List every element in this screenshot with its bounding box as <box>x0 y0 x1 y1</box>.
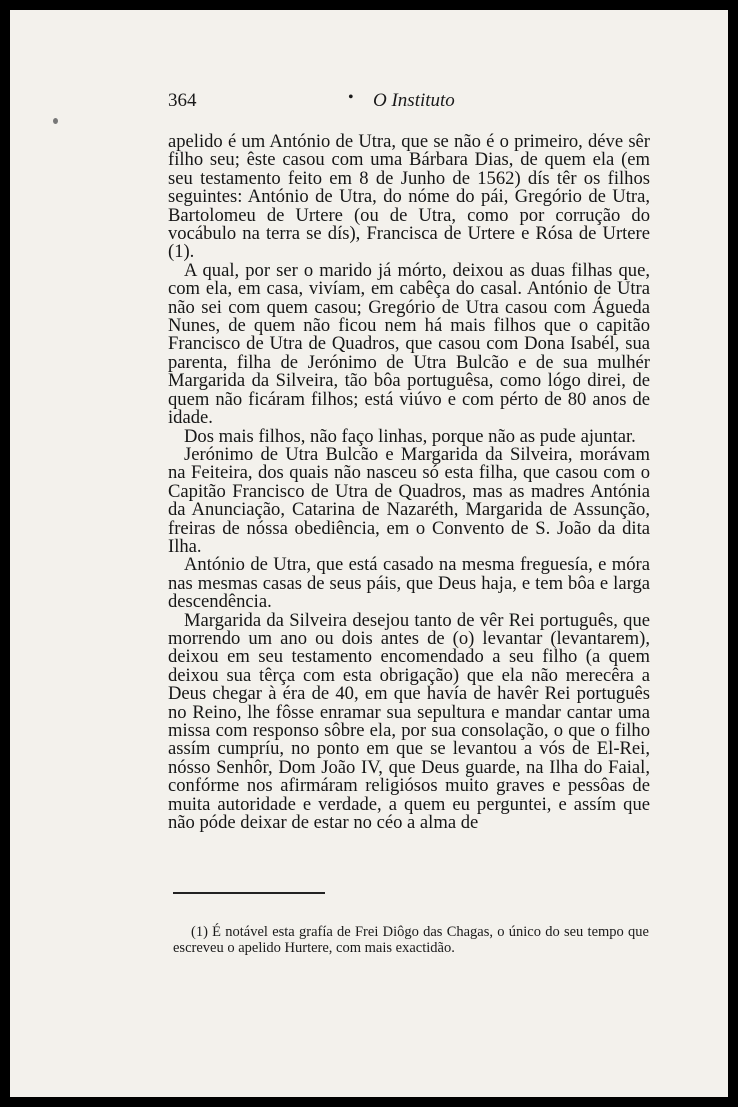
page-header <box>168 90 658 120</box>
ink-blot <box>53 118 58 124</box>
paragraph: A qual, por ser o marido já mórto, deixou as duas filhas que, com ela, em casa, vivíam, em cabêça do casal. António de Utra não sei com quem casou; Gregório de Utra casou com Águeda Nunes, de quem não ficou nem há mais filhos que o capitão Francisco de Utra de Quadros, que casou com Dona Isabél, sua parenta, filha de Jerónimo de Utra Bulcão e de sua mulhér Margarida da Silveira, tão bôa portuguêsa, como lógo direi, de quem não ficáram filhos; está viúvo e com pérto de 80 anos de idade. <box>168 259 650 429</box>
header-bullet: • <box>348 89 354 106</box>
paragraph: apelido é um António de Utra, que se não é o primeiro, déve sêr filho seu; êste casou com uma Bárbara Dias, de quem ela (em seu testamento feito em 8 de Junho de 1562) dís têr os filhos seguintes: António de Utra, do nóme do pái, Gregório de Utra, Bartolomeu de Urtere (ou de Utra, como por corrução do vocábulo na terra se dís), Francisca de Urtere e Rósa de Urtere (1). <box>168 131 650 263</box>
footnote-rule <box>173 892 325 894</box>
paragraph: António de Utra, que está casado na mesma freguesía, e móra nas mesmas casas de seus páis, que Deus haja, e tem bôa e larga descendência. <box>168 554 650 613</box>
paragraph: Dos mais filhos, não faço linhas, porque não as pude ajuntar. <box>184 425 636 447</box>
page-number: 364 <box>168 90 197 111</box>
body-text <box>168 133 650 832</box>
running-title: O Instituto <box>373 90 455 111</box>
footnote <box>173 924 649 956</box>
book-page <box>10 10 728 1097</box>
footnote-text: (1) É notável esta grafía de Frei Diôgo das Chagas, o único do seu tempo que escreveu o apelido Hurtere, com mais exactidão. <box>173 924 649 956</box>
paragraph: Jerónimo de Utra Bulcão e Margarida da Silveira, morávam na Feiteira, dos quais não nasceu só esta filha, que casou com o Capitão Francisco de Utra de Quadros, mas as madres Antónia da Anunciação, Catarina de Nazaréth, Margarida de Assunção, freiras de nóssa obediência, em o Convento de S. João da dita Ilha. <box>168 443 650 557</box>
paragraph: Margarida da Silveira desejou tanto de vêr Rei português, que morrendo um ano ou dois antes de (o) levantar (levantarem), deixou em seu testamento encomendado a seu filho (a quem deixou sua têrça com esta obrigação) que ela não merecêra a Deus chegar à éra de 40, em que havía de havêr Rei português no Reino, lhe fôsse enramar sua sepultura e mandar cantar uma missa com responso sôbre ela, por sua consolação, o que o filho assím cumpríu, no ponto em que se levantou a vós de El-Rei, nósso Senhôr, Dom João IV, que Deus guarde, na Ilha do Faial, confórme nos afirmáram religiósos muito graves e pessôas de muita autoridade e verdade, a quem eu perguntei, e assím que não póde deixar de estar no céo a alma de <box>168 609 650 834</box>
